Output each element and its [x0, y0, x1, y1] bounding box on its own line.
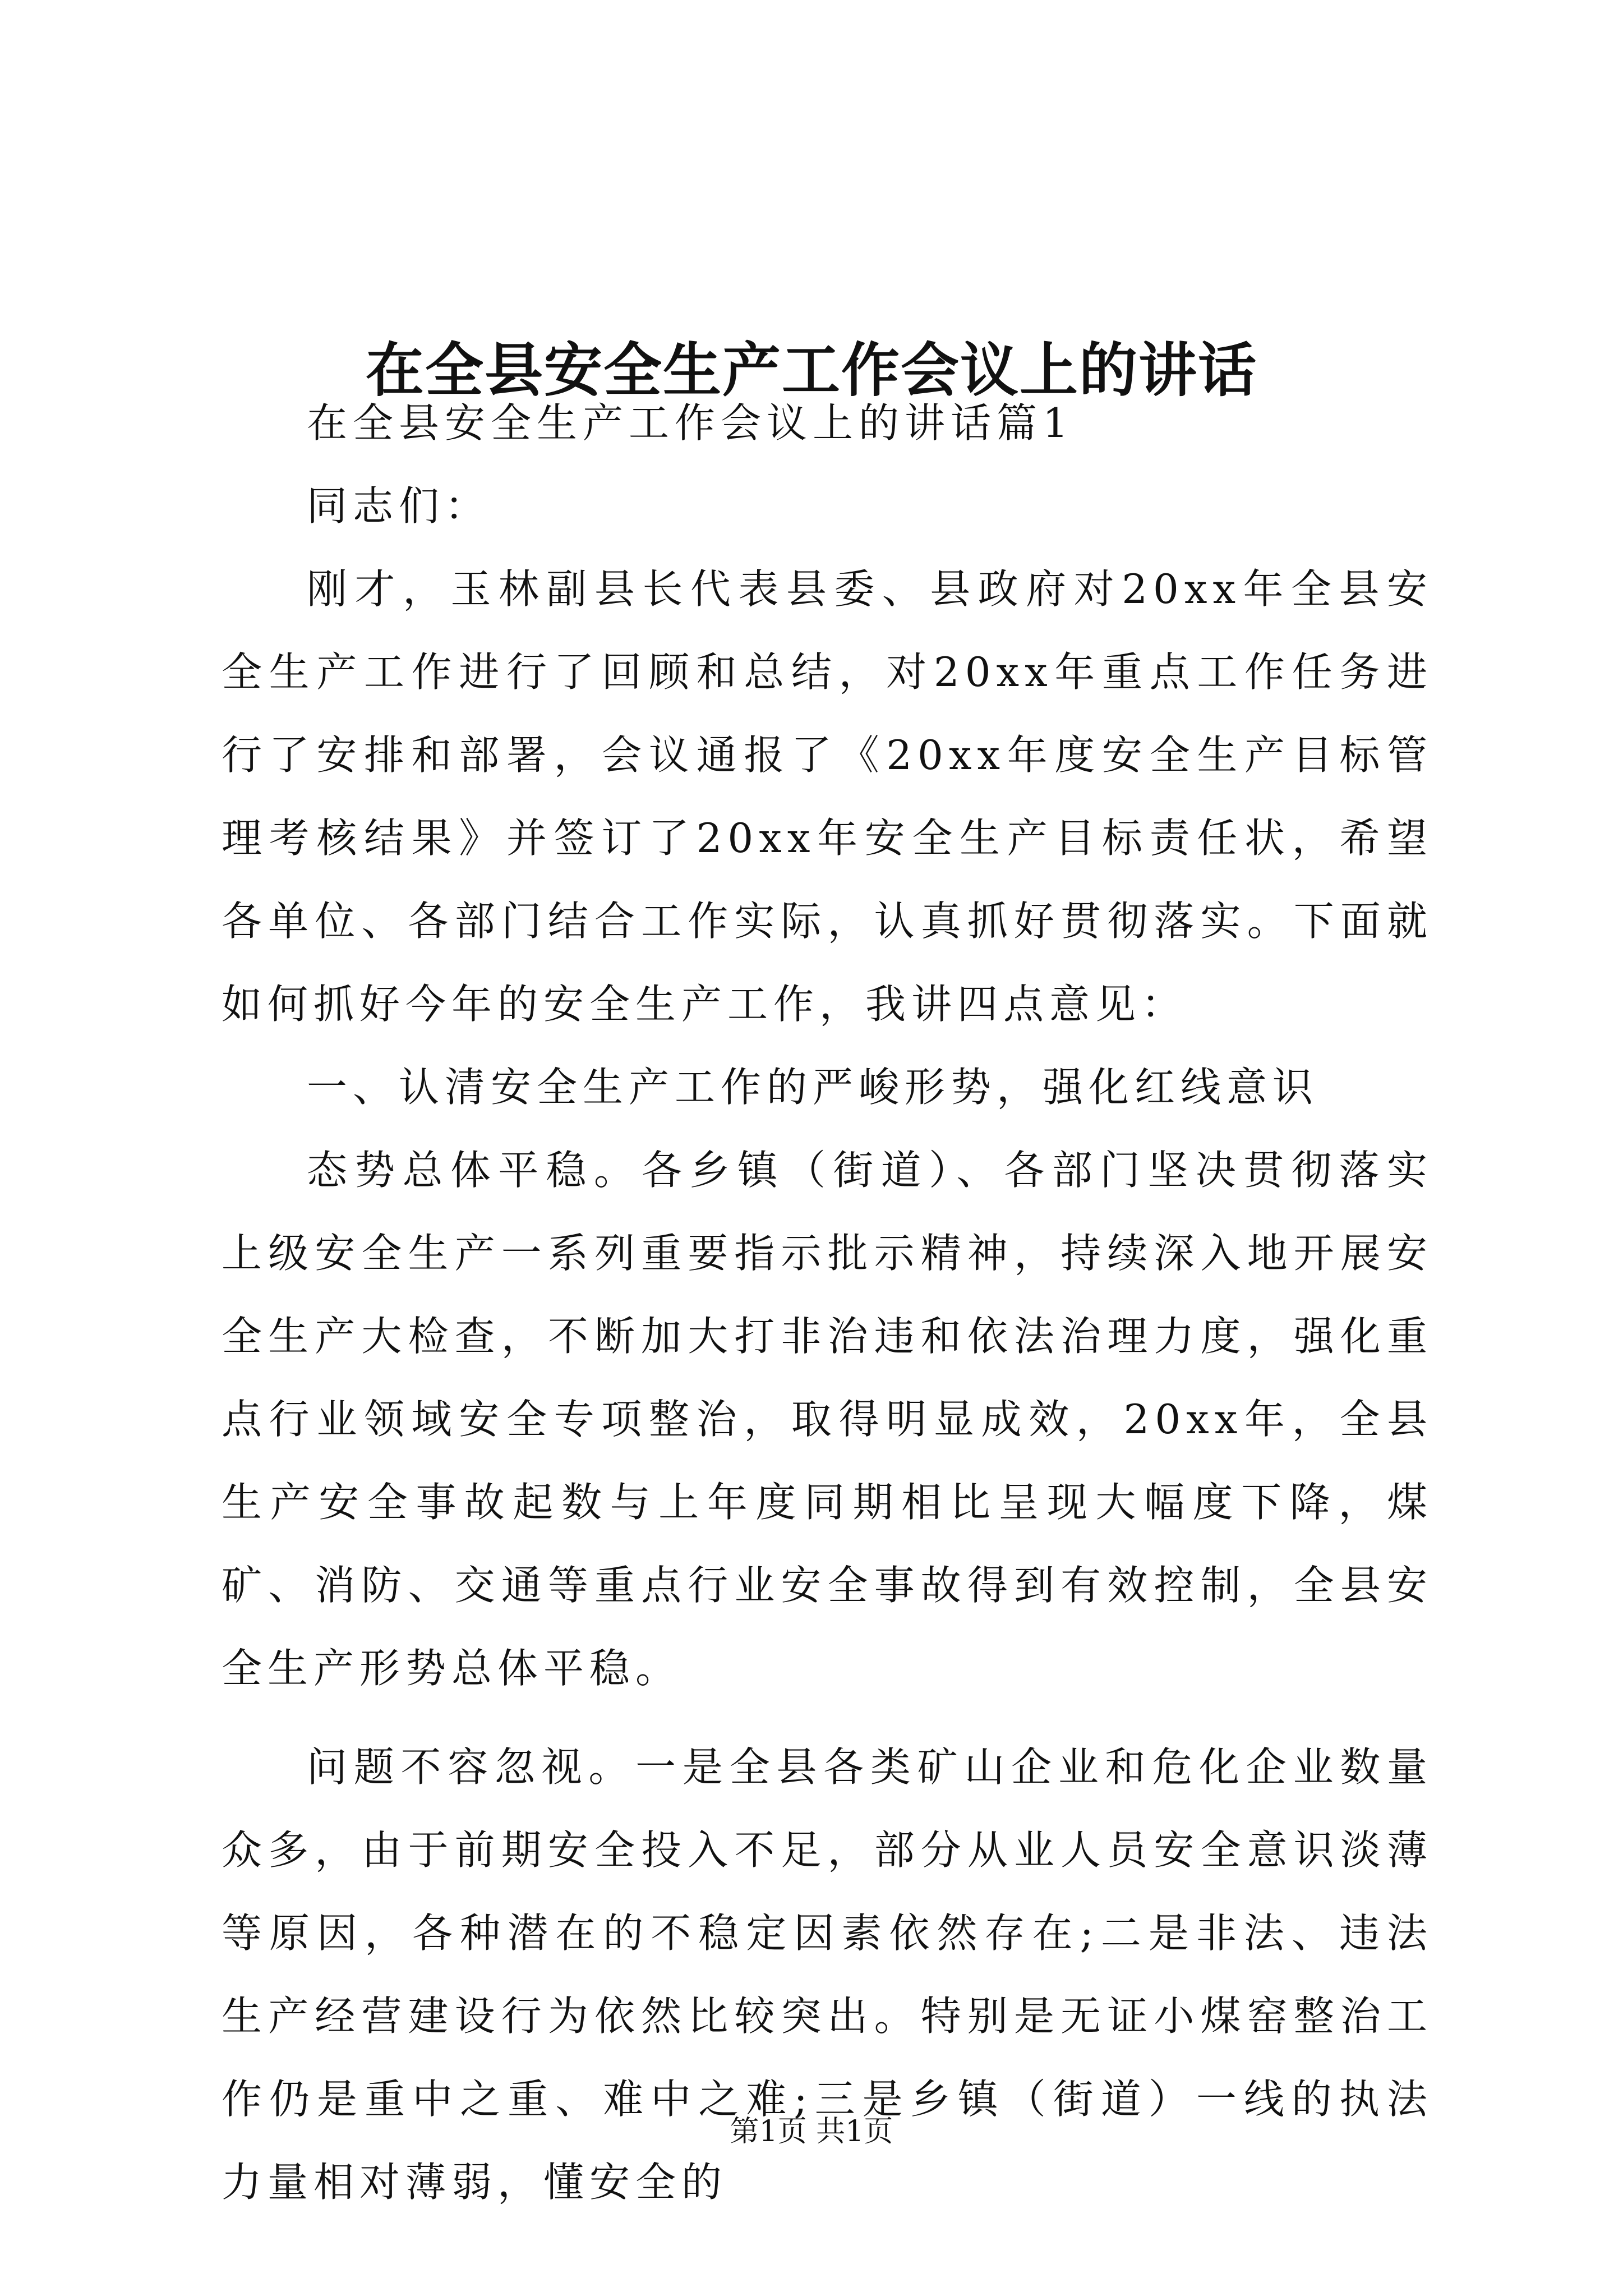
section-heading-1: 一、认清安全生产工作的严峻形势，强化红线意识: [307, 1064, 1319, 1111]
salutation: 同志们：: [307, 482, 491, 530]
paragraph-intro: 刚才，玉林副县长代表县委、县政府对20xx年全县安全生产工作进行了回顾和总结，对20xx年重点工作任务进行了安排和部署，会议通报了《20xx年度安全生产目标管理考核结果》并签订了20xx年安全生产目标责任状，希望各单位、各部门结合工作实际，认真抓好贯彻落实。下面就如何抓好今年的安全生产工作，我讲四点意见：: [222, 565, 1433, 1028]
document-title: 在全县安全生产工作会议上的讲话: [365, 335, 1257, 404]
page-footer: 第1页 共1页: [730, 2115, 893, 2148]
document-subtitle: 在全县安全生产工作会议上的讲话篇1: [307, 399, 1074, 447]
document-body: [222, 381, 1433, 2224]
paragraph-situation: 态势总体平稳。各乡镇（街道）、各部门坚决贯彻落实上级安全生产一系列重要指示批示精神，持续深入地开展安全生产大检查，不断加大打非治违和依法治理力度，强化重点行业领域安全专项整治，取得明显成效，20xx年，全县生产安全事故起数与上年度同期相比呈现大幅度下降，煤矿、消防、交通等重点行业安全事故得到有效控制，全县安全生产形势总体平稳。: [222, 1147, 1433, 1692]
paragraph-problems: 问题不容忽视。一是全县各类矿山企业和危化企业数量众多，由于前期安全投入不足，部分从业人员安全意识淡薄等原因，各种潜在的不稳定因素依然存在;二是非法、违法生产经营建设行为依然比较突出。特别是无证小煤窑整治工作仍是重中之重、难中之难;三是乡镇（街道）一线的执法力量相对薄弱，懂安全的: [222, 1743, 1433, 2206]
